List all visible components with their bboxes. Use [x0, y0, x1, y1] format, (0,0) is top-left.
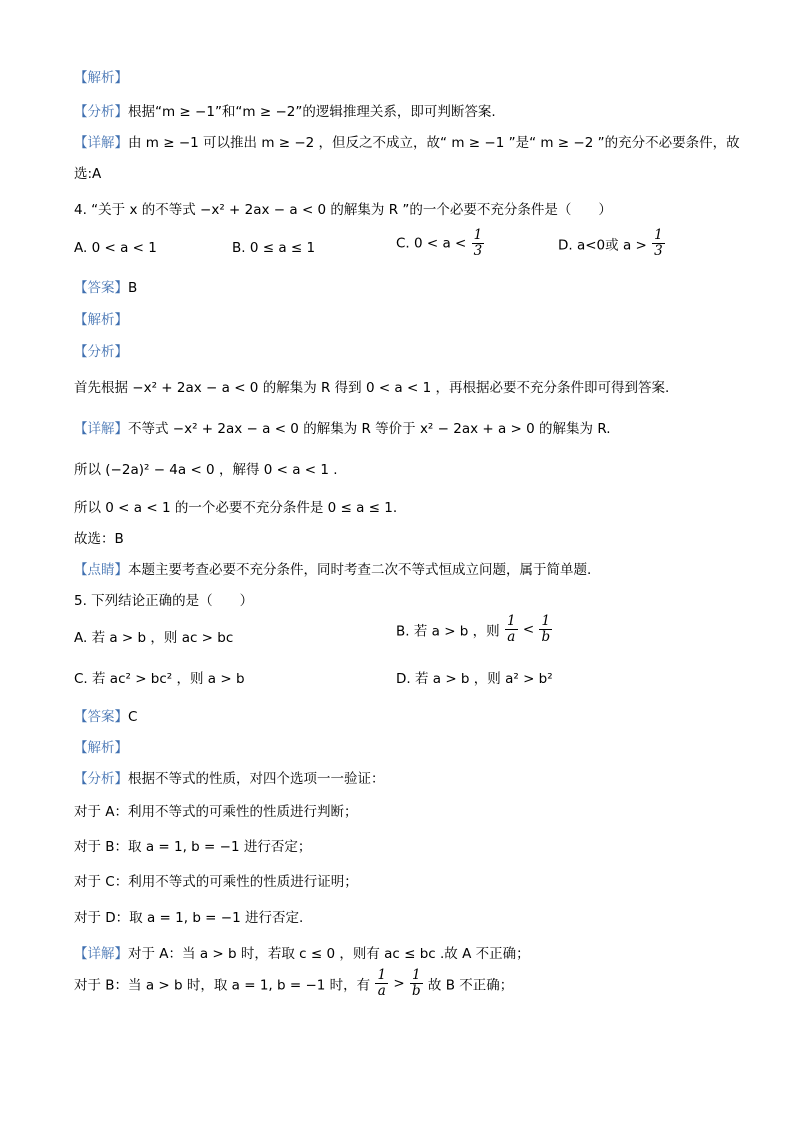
section-label: 【分析】 [74, 344, 128, 360]
analysis-item: 对于 B：取 a = 1, b = −1 进行否定； [74, 839, 312, 855]
analysis-text: 根据“m ≥ −1”和“m ≥ −2”的逻辑推理关系，即可判断答案. [128, 104, 496, 120]
fraction: $\frac{1}{a}$ [377, 967, 387, 999]
question-5: 5. 下列结论正确的是（ ） [74, 593, 254, 609]
fraction: $\frac{1}{3}$ [654, 227, 663, 259]
detail-line: 对于 B：当 a > b 时，取 a = 1, b = −1 时，有 $\frac{1}{a}$ > $\frac{1}{b}$ 故 B 不正确； [74, 967, 514, 999]
analysis-tag: 【分析】 [74, 104, 128, 120]
analysis-text: 首先根据 −x² + 2ax − a < 0 的解集为 R 得到 0 < a < 1 ，再根据必要不充分条件即可得到答案. [74, 380, 670, 396]
question-4: 4. “关于 x 的不等式 −x² + 2ax − a < 0 的解集为 R ”的一个必要不充分条件是（ ） [74, 202, 612, 218]
analysis-item: 对于 D：取 a = 1, b = −1 进行否定. [74, 910, 304, 926]
detail-line: 故选：B [74, 531, 124, 547]
fraction: $\frac{1}{b}$ [541, 613, 551, 645]
detail-text: 由 m ≥ −1 可以推出 m ≥ −2 ，但反之不成立，故“ m ≥ −1 ”是“ m ≥ −2 ”的充分不必要条件，故 [128, 135, 740, 151]
detail-line-cont: 选:A [74, 166, 102, 182]
analysis-line: 【分析】根据不等式的性质，对四个选项一一验证： [74, 771, 385, 787]
detail-line: 所以 0 < a < 1 的一个必要不充分条件是 0 ≤ a ≤ 1. [74, 500, 398, 516]
analysis-line [74, 100, 754, 120]
detail-line: 所以 (−2a)² − 4a < 0 ，解得 0 < a < 1 . [74, 462, 338, 478]
section-label: 【解析】 [74, 312, 128, 328]
q5-option-a: A. 若 a > b ，则 ac > bc [74, 630, 234, 646]
fraction: $\frac{1}{3}$ [473, 227, 483, 259]
q4-option-d: D. a<0或 a > $\frac{1}{3}$ [558, 227, 663, 259]
answer-line: 【答案】B [74, 280, 138, 296]
detail-line: 【详解】不等式 −x² + 2ax − a < 0 的解集为 R 等价于 x² − 2ax + a > 0 的解集为 R. [74, 421, 611, 437]
section-label: 【解析】 [74, 70, 128, 86]
analysis-item: 对于 A：利用不等式的可乘性的性质进行判断； [74, 804, 358, 820]
q4-option-a: A. 0 < a < 1 [74, 240, 157, 256]
q4-option-c: C. 0 < a < $\frac{1}{3}$ [396, 227, 483, 259]
q4-option-b: B. 0 ≤ a ≤ 1 [232, 240, 316, 256]
analysis-item: 对于 C：利用不等式的可乘性的性质进行证明； [74, 874, 358, 890]
detail-line [74, 131, 754, 151]
fraction: $\frac{1}{b}$ [411, 967, 421, 999]
detail-line: 【详解】对于 A：当 a > b 时，若取 c ≤ 0 ，则有 ac ≤ bc .故 A 不正确； [74, 946, 530, 962]
fraction: $\frac{1}{a}$ [506, 613, 516, 645]
section-label: 【解析】 [74, 740, 128, 756]
answer-line: 【答案】C [74, 709, 138, 725]
detail-tag: 【详解】 [74, 135, 128, 151]
q5-option-b: B. 若 a > b ，则 $\frac{1}{a}$ < $\frac{1}{b}$ [396, 613, 551, 645]
q5-option-d: D. 若 a > b ，则 a² > b² [396, 671, 553, 687]
q5-option-c: C. 若 ac² > bc² ，则 a > b [74, 671, 245, 687]
comment-line: 【点睛】本题主要考查必要不充分条件，同时考查二次不等式恒成立问题，属于简单题. [74, 562, 592, 578]
